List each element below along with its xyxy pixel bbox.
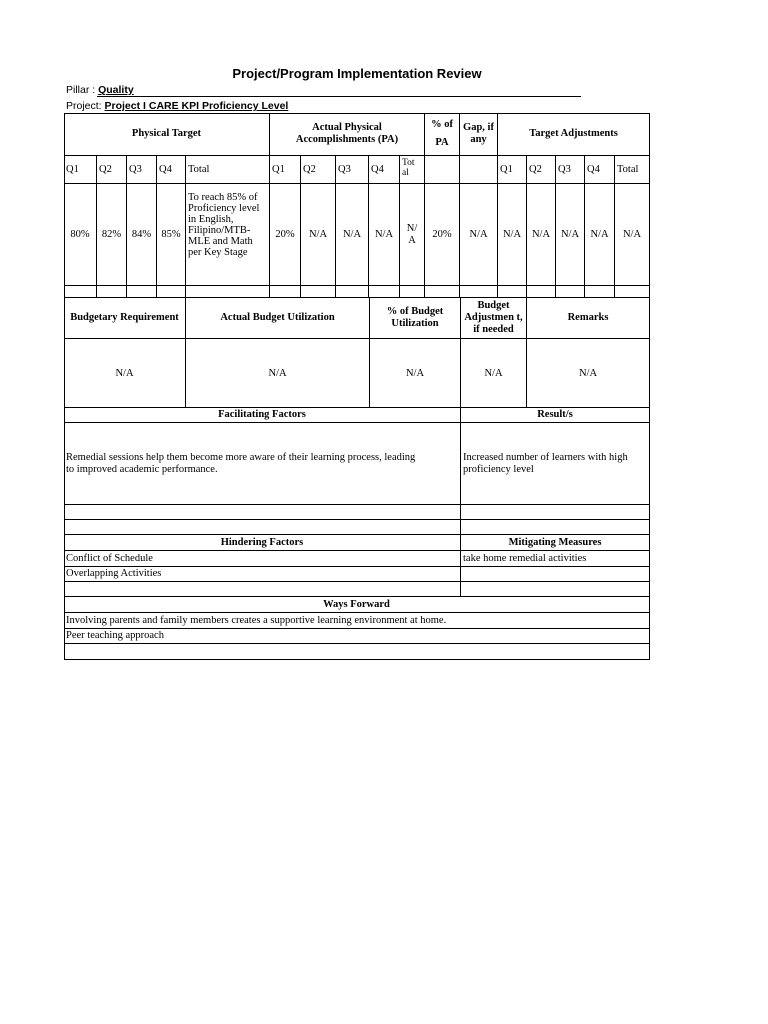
header-pct-pa xyxy=(425,113,460,156)
sub-actual-total: Tot al xyxy=(400,156,425,184)
pct-pa-value: 20% xyxy=(425,184,460,286)
target-q1: 80% xyxy=(64,184,97,286)
spacer-cell xyxy=(585,286,615,298)
empty-row-cell xyxy=(461,520,650,535)
adj-q4: N/A xyxy=(585,184,615,286)
pct-util-value: N/A xyxy=(370,339,461,408)
sub-target-q3: Q3 xyxy=(127,156,157,184)
mitigating-empty xyxy=(461,582,650,597)
target-q2: 82% xyxy=(97,184,127,286)
actual-total: N/ A xyxy=(400,184,425,286)
spacer-cell xyxy=(556,286,585,298)
sub-pct-pa-empty xyxy=(425,156,460,184)
header-ways-forward: Ways Forward xyxy=(64,597,650,613)
header-results: Result/s xyxy=(461,408,650,423)
sub-actual-q2: Q2 xyxy=(301,156,336,184)
project-row xyxy=(66,100,288,112)
sub-actual-q4: Q4 xyxy=(369,156,400,184)
spacer-cell xyxy=(498,286,527,298)
target-total: To reach 85% of Proficiency level in English, Filipino/MTB-MLE and Math per Key Stage xyxy=(186,184,270,286)
spacer-cell xyxy=(369,286,400,298)
header-hindering-factors: Hindering Factors xyxy=(64,535,461,551)
pillar-label: Pillar : xyxy=(66,84,99,96)
sub-actual-q1: Q1 xyxy=(270,156,301,184)
actual-q3: N/A xyxy=(336,184,369,286)
pillar-row xyxy=(66,84,134,96)
header-gap: Gap, if any xyxy=(460,113,498,156)
spacer-cell xyxy=(270,286,301,298)
project-label: Project: xyxy=(66,100,105,112)
page-title: Project/Program Implementation Review xyxy=(232,66,482,81)
sub-target-total: Total xyxy=(186,156,270,184)
sub-adj-q4: Q4 xyxy=(585,156,615,184)
sub-target-q2: Q2 xyxy=(97,156,127,184)
target-q4: 85% xyxy=(157,184,186,286)
spacer-cell xyxy=(615,286,650,298)
adjustment-value: N/A xyxy=(461,339,527,408)
actual-q1: 20% xyxy=(270,184,301,286)
spacer-cell xyxy=(157,286,186,298)
adj-q3: N/A xyxy=(556,184,585,286)
sub-adj-q1: Q1 xyxy=(498,156,527,184)
pillar-value: Quality xyxy=(98,84,134,96)
spacer-cell xyxy=(336,286,369,298)
project-value: Project I CARE KPI Proficiency Level xyxy=(104,100,289,112)
empty-row-cell xyxy=(461,505,650,520)
gap-value: N/A xyxy=(460,184,498,286)
header-budget-adjustment: Budget Adjustmen t, if needed xyxy=(461,298,527,339)
header-pct-budget-utilization: % of Budget Utilization xyxy=(370,298,461,339)
header-actual-pa: Actual Physical Accomplishments (PA) xyxy=(270,113,425,156)
adj-q2: N/A xyxy=(527,184,556,286)
spacer-cell xyxy=(425,286,460,298)
sub-actual-q3: Q3 xyxy=(336,156,369,184)
spacer-cell xyxy=(186,286,270,298)
hindering-empty xyxy=(64,582,461,597)
mitigating-item: take home remedial activities xyxy=(461,551,650,567)
header-actual-budget-utilization: Actual Budget Utilization xyxy=(186,298,370,339)
spacer-cell xyxy=(527,286,556,298)
adj-q1: N/A xyxy=(498,184,527,286)
header-remarks: Remarks xyxy=(527,298,650,339)
budgetary-value: N/A xyxy=(64,339,186,408)
hindering-item: Overlapping Activities xyxy=(64,567,461,582)
actual-q4: N/A xyxy=(369,184,400,286)
mitigating-empty xyxy=(461,567,650,582)
sub-target-q4: Q4 xyxy=(157,156,186,184)
spacer-cell xyxy=(97,286,127,298)
sub-adj-q3: Q3 xyxy=(556,156,585,184)
spacer-cell xyxy=(400,286,425,298)
header-mitigating-measures: Mitigating Measures xyxy=(461,535,650,551)
spacer-cell xyxy=(460,286,498,298)
sub-target-q1: Q1 xyxy=(64,156,97,184)
adj-total: N/A xyxy=(615,184,650,286)
ways-forward-item: Involving parents and family members creates a supportive learning environment at home. xyxy=(64,613,650,629)
pillar-underline xyxy=(97,96,581,97)
spacer-cell xyxy=(127,286,157,298)
facilitating-text: Remedial sessions help them become more aware of their learning process, leading to improved academic performance. xyxy=(64,423,461,505)
actual-util-value: N/A xyxy=(186,339,370,408)
header-facilitating-factors: Facilitating Factors xyxy=(64,408,461,423)
ways-forward-item: Peer teaching approach xyxy=(64,629,650,644)
spacer-cell xyxy=(64,286,97,298)
empty-row-cell xyxy=(64,505,461,520)
review-sheet xyxy=(64,113,650,660)
target-q3: 84% xyxy=(127,184,157,286)
header-pct-pa-line2: PA xyxy=(435,137,449,148)
header-physical-target: Physical Target xyxy=(64,113,270,156)
hindering-item: Conflict of Schedule xyxy=(64,551,461,567)
empty-row-cell xyxy=(64,520,461,535)
remarks-value: N/A xyxy=(527,339,650,408)
sub-adj-total: Total xyxy=(615,156,650,184)
spacer-cell xyxy=(301,286,336,298)
header-pct-pa-line1: % of xyxy=(431,119,453,130)
sub-adj-q2: Q2 xyxy=(527,156,556,184)
header-target-adjustments: Target Adjustments xyxy=(498,113,650,156)
sub-gap-empty xyxy=(460,156,498,184)
ways-forward-empty xyxy=(64,644,650,660)
result-text: Increased number of learners with high proficiency level xyxy=(461,423,650,505)
header-budgetary-requirement: Budgetary Requirement xyxy=(64,298,186,339)
actual-q2: N/A xyxy=(301,184,336,286)
